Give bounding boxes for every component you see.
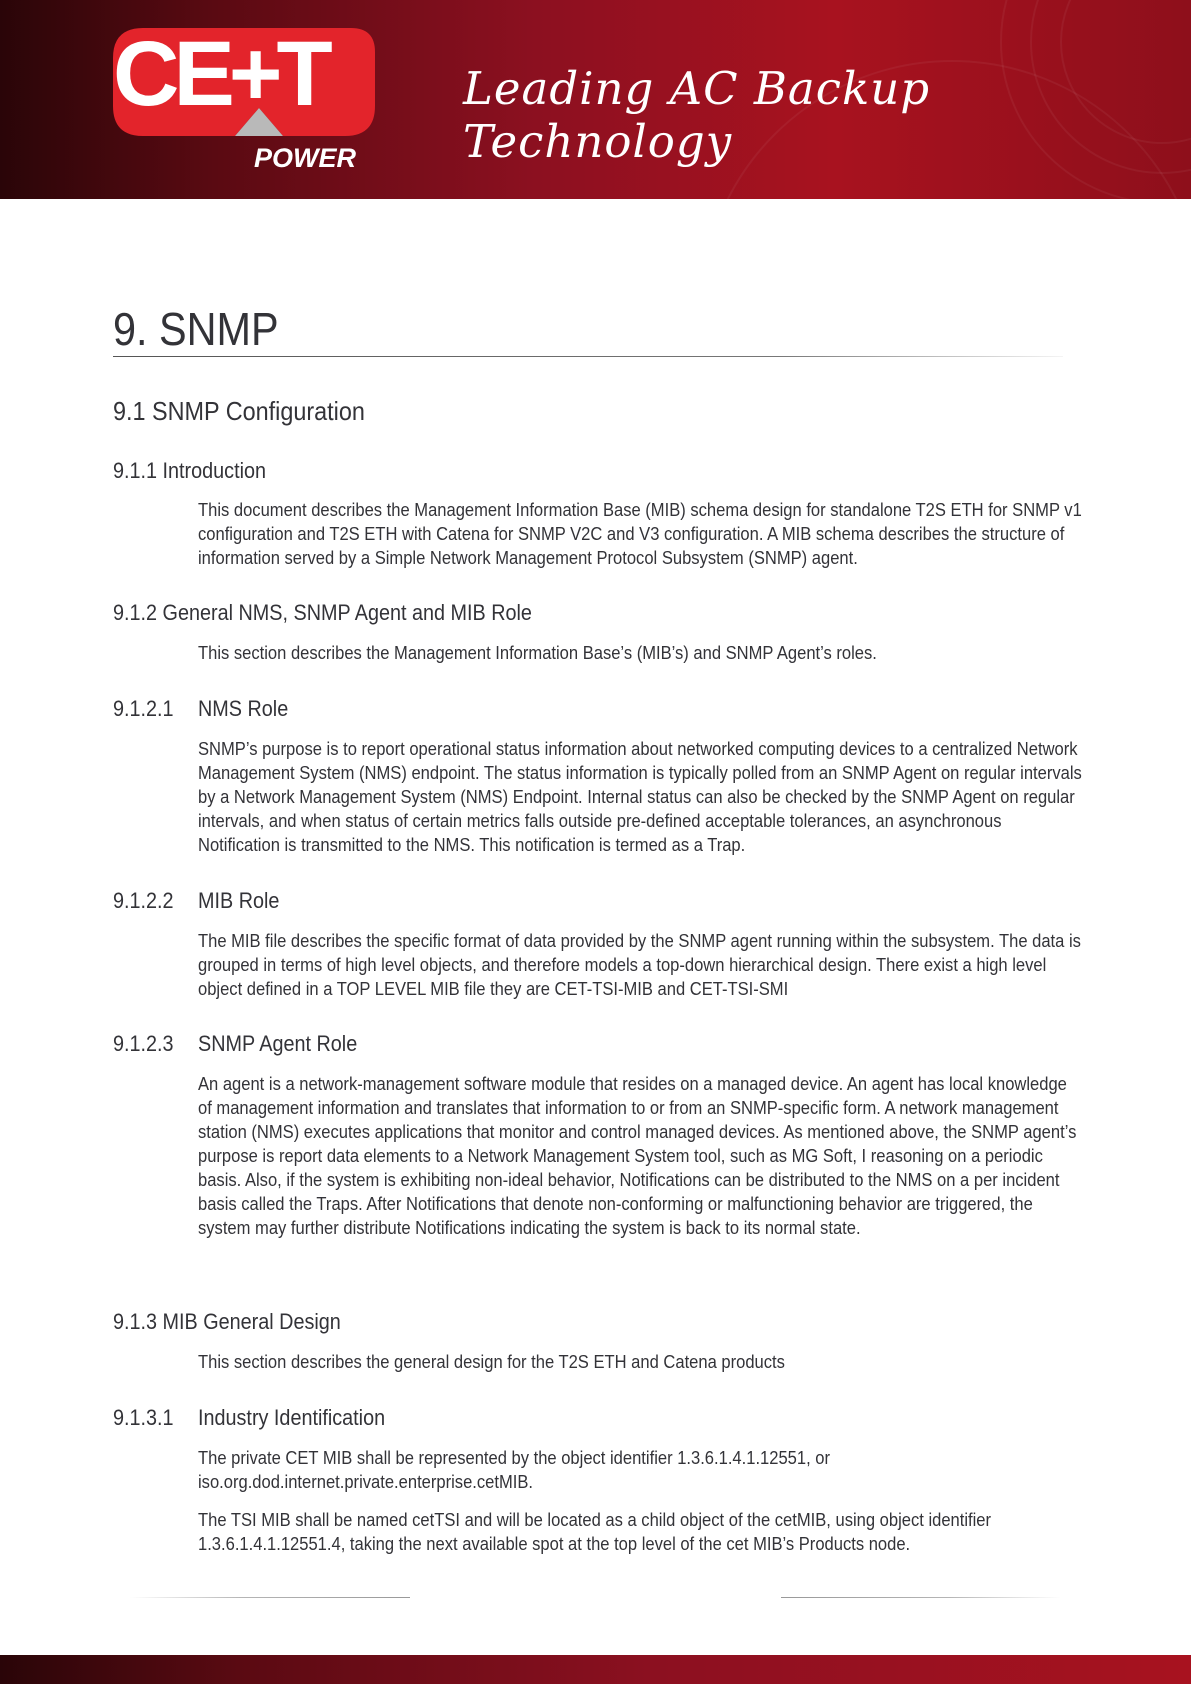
- section-heading-mib-role: MIB Role: [198, 888, 280, 913]
- section-heading-9-1-3: 9.1.3 MIB General Design: [113, 1309, 341, 1334]
- footer-rule-right: [781, 1597, 1061, 1598]
- section-heading-9-1-1: 9.1.1 Introduction: [113, 458, 267, 483]
- section-heading-industry-id: Industry Identification: [198, 1405, 386, 1430]
- paragraph-general-design: This section describes the general design for the T2S ETH and Catena products: [198, 1351, 785, 1372]
- header-banner: [0, 0, 1191, 199]
- logo-wordmark: CE+T: [113, 23, 327, 125]
- paragraph-introduction: This document describes the Management Information Base (MIB) schema design for standalone T2S ETH for SNMP v1 configuration and T2S ETH with Catena for SNMP V2C and V3 configuration. A MIB schema describes the structure of information served by a Simple Network Management Protocol Subsystem (SNMP) agent.: [198, 499, 1082, 568]
- section-heading-nms-role: NMS Role: [198, 696, 289, 721]
- section-number-9-1-2-2: 9.1.2.2: [113, 888, 174, 913]
- footer-banner: [0, 1655, 1191, 1684]
- paragraph-nms-role: SNMP’s purpose is to report operational status information about networked computing devices to a centralized Network Management System (NMS) endpoint. The status information is typically polled from an SNMP Agent on regular intervals by a Network Management System (NMS) Endpoint. Internal status can also be checked by the SNMP Agent on regular intervals, and when status of certain metrics falls outside pre-defined acceptable tolerances, an asynchronous Notification is transmitted to the NMS. This notification is termed as a Trap.: [198, 738, 1082, 855]
- chapter-title: 9. SNMP: [113, 303, 279, 355]
- logo-subtext: POWER: [254, 143, 357, 173]
- chapter-title-rule: [113, 356, 1063, 357]
- paragraph-industry-id-2: The TSI MIB shall be named cetTSI and will be located as a child object of the cetMIB, using object identifier 1.3.6.1.4.1.12551.4, taking the next available spot at the top level of the cet MIB’s Products node.: [198, 1509, 992, 1554]
- section-heading-agent-role: SNMP Agent Role: [198, 1031, 358, 1056]
- paragraph-mib-role: The MIB file describes the specific format of data provided by the SNMP agent running within the subsystem. The data is grouped in terms of high level objects, and therefore models a top-down hierarchical design. There exist a high level object defined in a TOP LEVEL MIB file they are CET-TSI-MIB and CET-TSI-SMI: [198, 930, 1081, 999]
- section-heading-9-1: 9.1 SNMP Configuration: [113, 396, 365, 426]
- section-number-9-1-2-3: 9.1.2.3: [113, 1031, 174, 1056]
- section-heading-9-1-2: 9.1.2 General NMS, SNMP Agent and MIB Role: [113, 600, 532, 625]
- section-number-9-1-2-1: 9.1.2.1: [113, 696, 174, 721]
- footer-rule-left: [130, 1597, 410, 1598]
- paragraph-agent-role: An agent is a network-management software module that resides on a managed device. An agent has local knowledge of management information and translates that information to or from an SNMP-specific form. A network management station (NMS) executes applications that monitor and control managed devices. As mentioned above, the SNMP agent’s purpose is report data elements to a Network Management System tool, such as MG Soft, I reasoning on a periodic basis. Also, if the system is exhibiting non-ideal behavior, Notifications can be distributed to the NMS on a per incident basis called the Traps. After Notifications that denote non-conforming or malfunctioning behavior are triggered, the system may further distribute Notifications indicating the system is back to its normal state.: [198, 1073, 1077, 1238]
- paragraph-industry-id-1: The private CET MIB shall be represented by the object identifier 1.3.6.1.4.1.12551, or iso.org.dod.internet.private.enterprise.cetMIB.: [198, 1447, 831, 1492]
- paragraph-roles: This section describes the Management Information Base’s (MIB’s) and SNMP Agent’s roles.: [198, 642, 877, 663]
- header-tagline: Leading AC Backup Technology: [463, 62, 931, 168]
- section-number-9-1-3-1: 9.1.3.1: [113, 1405, 174, 1430]
